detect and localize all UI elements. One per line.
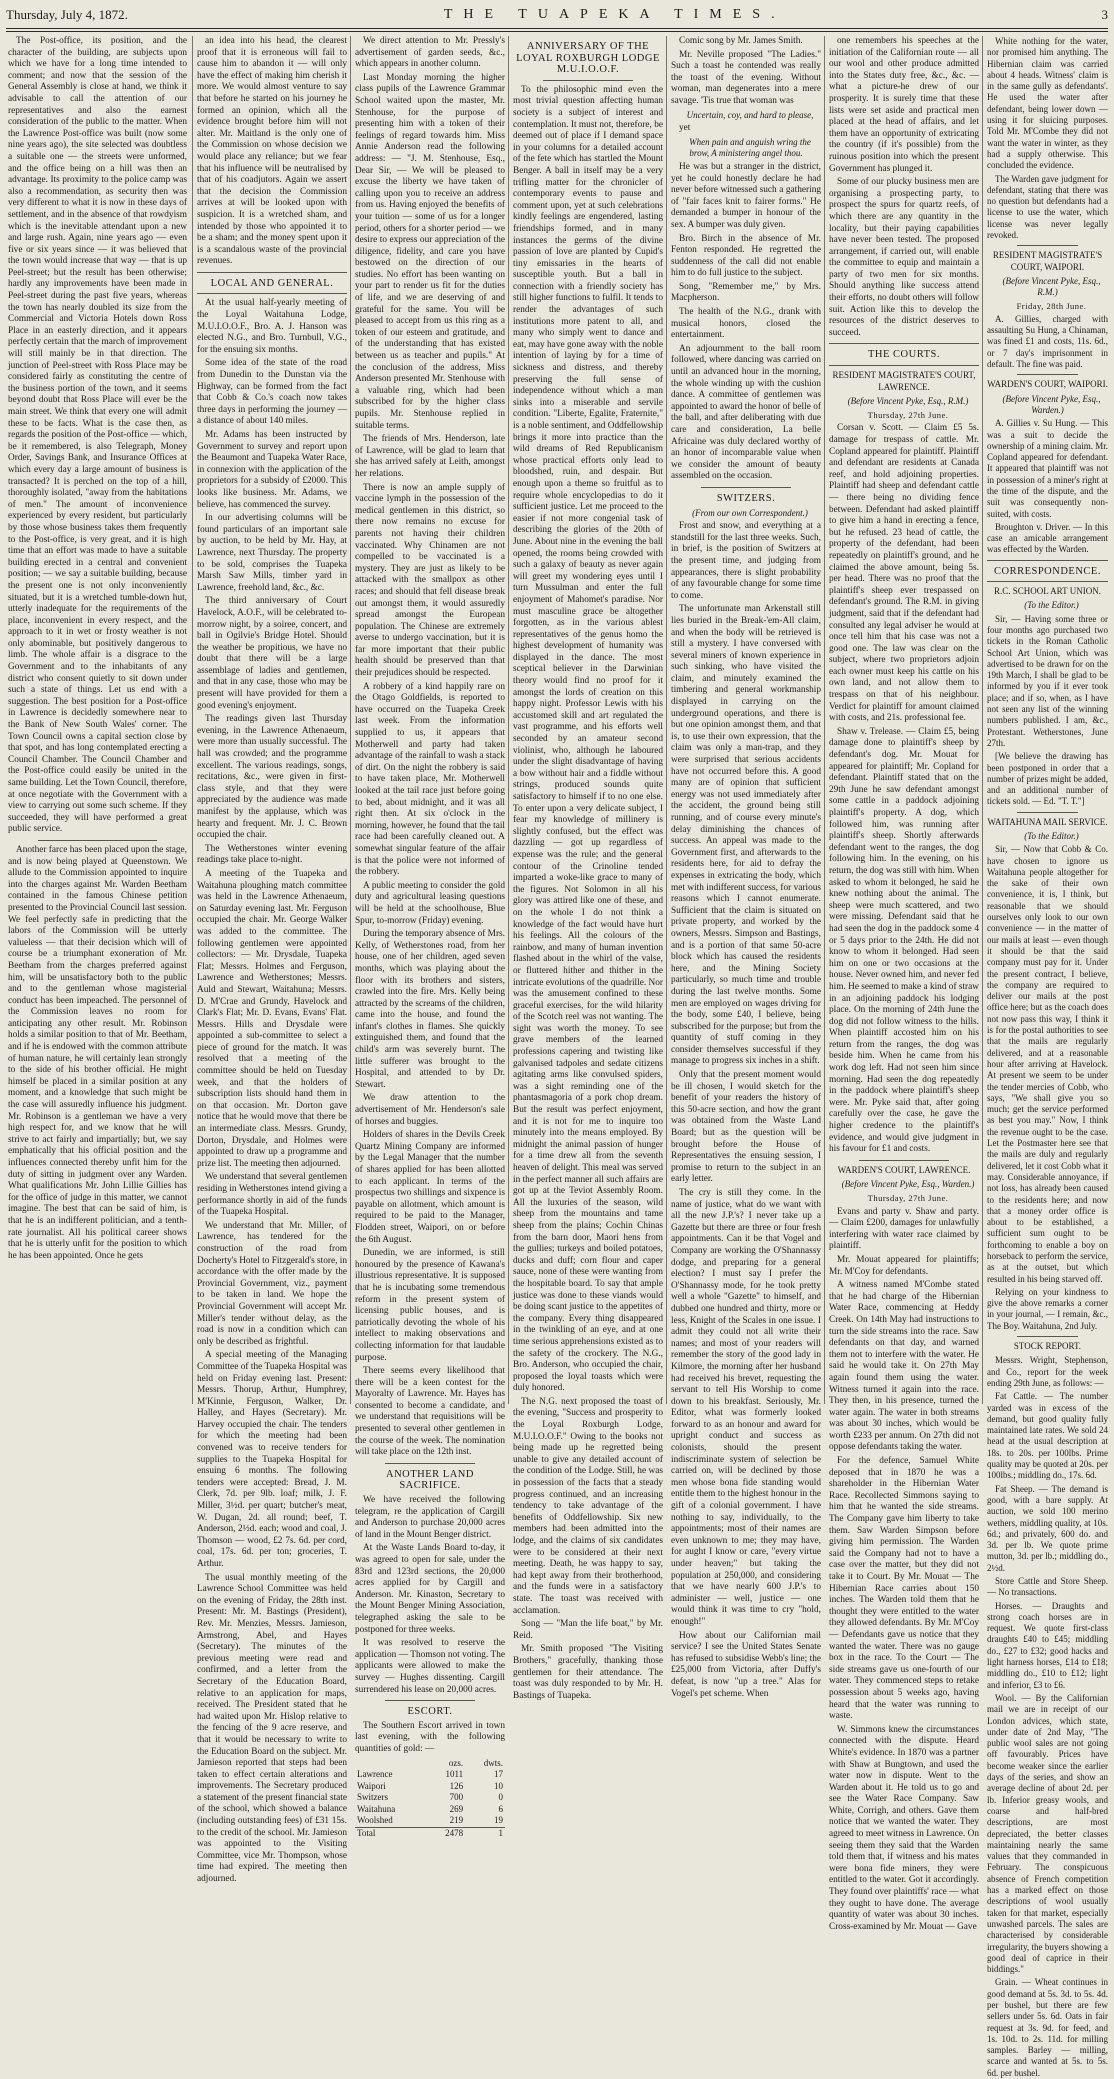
editorial-post-office: The Post-office, its position, and the character of the building, are subjects upon which we have for a long time intended to comment; and now that the session of the General Assembly is close at hand, we think it advisable to call the attention of our representatives and also the earnest consideration of the public to the matter. When the Lawrence Post-office was built (now some nine years ago), the site selected was doubtless a suitable one — the streets were unformed, and the office being on a hill was then an advantage. Its proximity to the police camp was also a recommendation, as security then was very different to what it is now in these days of settlement, and in the absence of that rowdyism which is the inevitable attendant upon a new and large rush. Again, nine years ago — even five or six years since — it was believed that the town would increase that way — that is up Peel-street; but the result has been otherwise; hardly any improvements have been made in Peel-street during the past five years, whereas the town has nearly doubled its size from the Commercial and Victoria Hotels down Ross Place in an easterly direction, and it appears perfectly certain that the march of improvement will still mainly be in that direction. The junction of Peel-street with Ross Place may be considered fairly as constituting the centre of the business portion of the town, and it seems beyond doubt that Ross Place will ever be the main street. We think that every one will admit these to be facts. What is the case then, as regards the position of the Post-office — which, be it remembered, is also Telegraph, Money Order, Savings Bank, and Insurance Offices at which every day a large amount of business is transacted? It is perched on the top of a hill, thoroughly isolated, "away from the habitations of men." The amount of inconvenience experienced by every resident, but particularly by those whose business takes them frequently to the Post-office, is very great, and it is high time that an effort was made to have a suitable building erected in a central and convenient position; — we say a suitable building, because the present one is not only inconveniently situated, but it is a wretched tumble-down hut, utterly inadequate for the requirements of the place, inconvenient in every respect, and the approach to it in wet or frosty weather is not only abominable, but positively dangerous to limb. The whole affair is a disgrace to the Government and to the inhabitants of any district who consent quietly to sit down under such a state of things. Let us end with a suggestion. The best position for a Post-office in Lawrence is decidedly somewhere near to the Bank of New South Wales' corner. The Town Council owns a capital section close by that spot, and has long contemplated erecting a Council Chamber. The Council Chamber and the Post-office could easily be united in the same building. Let the Town Council, therefore, at once negotiate with the Government with a view to carrying out some such scheme. If they succeeded, they will have performed a great public service. bbox=[8, 36, 188, 835]
ozs-cell: 2478 bbox=[427, 1828, 465, 1840]
news-item: The third anniversary of Court Havelock, A.O.F., will be celebrated to-morrow night, by a soiree, concert, and ball in Ogilvie's Bridge Hotel. Should the weather be propitious, we have no doubt that there will be a large assemblage of ladies and gentlemen, and that in any case, those who may be present will have provided for them a good evening's enjoyment. bbox=[197, 596, 347, 711]
article-paragraph: The unfortunate man Arkenstall still lies buried in the Break-'em-All claim, and when the body will be retrieved is still a mystery. I have conversed with several miners of known experience in such sinking, who have visited the claim, and minutely examined the timbering and general workmanship displayed in carrying on the underground operations, and there is but one opinion amongst them, and that is, to use their own expression, that the claim was only a man-trap, and they were surprised that serious accidents have not occurred before this. A good many are of opinion that sufficient energy was not used immediately after the accident, the ground being still running, and of course every minute's delay diminishing the chances of success. An appeal was made to the Government first, and afterwards to the residents here, for aid to defray the expenses in extricating the body, which met with indifferent success, for various reasons which I cannot enumerate. Sufficient that the claim is situated on private property, and worked by the owners, Messrs. Simpson and Bastings, and is a portion of that same 50-acre block which has caused the residents here, and the Mining Society particularly, so much time and trouble during the last twelve months. Some men are employed on wages driving for the body, some £40, I believe, being subscribed for the purpose; but from the quantity of stuff coming in they consider themselves successful if they manage to progress six inches in a shift. bbox=[671, 604, 821, 1067]
letter-paragraph: Relying on your kindness to give the above remarks a corner in your journal, — I remain, &c., The Boy. Waitahuna, 2nd July. bbox=[987, 1286, 1108, 1331]
place-cell: Waitahuna bbox=[357, 1803, 396, 1814]
court-case: A. Gillies v. Su Hung. — This was a suit to decide the ownership of a mining claim. Mr. Copland appeared for defendant. It appeared that plaintiff was not in possession of a miner's right at the time of the dispute, and the suit was consequently non-suited, with costs. bbox=[987, 418, 1108, 519]
news-item: A special meeting of the Managing Committee of the Tuapeka Hospital was held on Friday evening last. Present: Messrs. Thorup, Arthur, Humphrey, M'Kinnie, Ferguson, Walker, Dr. Halley, and Hayes (Secretary). Mr. Harvey occupied the chair. The tenders for which the meeting had been convened was to receive tenders for supplies to the Tuapeka Hospital for ensuing 6 months. The following tenders were accepted: Bread, J. M. Clerk, 7d. per 9lb. loaf; milk, J. F. Miller, 3½d. per quart; butcher's meat, W. Dugan, 2d. all round; beef, T. Anderson, 2½d. each; wood and coal, J. Thomson — wood, £2 7s. 6d. per cord, coal, 17s. 6d. per ton; groceries, T. Arthur. bbox=[197, 1350, 347, 1569]
court-case: Mr. Mouat appeared for plaintiffs; Mr. M'Coy for defendants. bbox=[829, 1254, 979, 1277]
court-date: Thursday, 27th June. bbox=[867, 409, 949, 420]
article-paragraph: one remembers his speeches at the initiation of the Californian route — all our wool and other produce admitted into the States duty free, &c., &c. — what a picture-he drew of our prosperity. It is surely time that these lists were set aside and practical men placed at the head of affairs, and let them have an opportunity of extricating the country (if it's possible) from the ruinous position into which the present Government has plunged it. bbox=[829, 36, 979, 174]
court-heading: WARDEN'S COURT, LAWRENCE. bbox=[837, 1164, 971, 1175]
news-item: Some idea of the state of the road from Dunedin to the Dunstan via the Highway, can be formed from the fact that Cobb & Co.'s coach now takes three days in performing the journey — a distance of about 140 miles. bbox=[197, 358, 347, 427]
news-item: Last Monday morning the higher class pupils of the Lawrence Grammar School waited upon the master, Mr. Stenhouse, for the purpose of presenting him with a token of their feelings of regard towards him. Miss Annie Anderson read the following address: — "J. M. Stenhouse, Esq., Dear Sir, — We will be pleased to excuse the liberty we have taken of calling upon you to receive an address from us. Having enjoyed the benefits of your tuition — some of us for a longer period, others for a shorter period — we desire to express our appreciation of the diligence, fidelity, and care you have bestowed on the direction of our studies. No effort has been wanting on your part to render us fit for the duties of life, and we are deserving of and grateful for the same. You will be pleased to accept from us this ring as a token of our esteem and gratitude, and of the understanding that has existed between us as teacher and pupils." At the conclusion of the address, Miss Anderson presented Mr. Stenhouse with a valuable ring, which had been subscribed for by the higher class pupils. Mr. Stenhouse replied in suitable terms. bbox=[355, 72, 505, 431]
editor-note: [We believe the drawing has been postponed in order that a number of prizes might be added, and an additional number of tickets sold. — Ed. "T. T."] bbox=[987, 751, 1108, 807]
table-row bbox=[355, 1804, 505, 1816]
article-paragraph: How about our Californian mail service? I see the United States Senate has refused to subsidise Webb's line; the £25,000 from Victoria, after Duffy's defeat, is now "up a tree." Alas for Vogel's pet scheme. When bbox=[671, 1630, 821, 1699]
column-divider bbox=[508, 36, 509, 1404]
page-number: 3 bbox=[1101, 7, 1108, 22]
news-item: Holders of shares in the Devils Creek Quartz Mining Company are informed by the Legal Manager that the number of shares applied for has been allotted to each applicant. In terms of the prospectus two shillings and sixpence is payable on allotment, which amount is required to be paid to the Manager, Flodden street, Waipori, on or before the 6th August. bbox=[355, 1130, 505, 1245]
editorial-continued: an idea into his head, the clearest proof that it is erroneous will fail to cause him to abandon it — will only have the effect of making him cherish it more. We would almost venture to say that before he started on his journey he formed an opinion, which all the evidence brought before him will not alter. Mr. Maitland is the only one of the Commission on whose decision we would place any reliance; but we fear that his influence will be neutralised by that of his coadjutors. Again we assert that the decision the Commission arrives at will be looked upon with suspicion. It is a wretched sham, and intended by those who appointed it to be a sham; and the money spent upon it is a scandalous waste of the provincial revenues. bbox=[197, 36, 347, 267]
stock-item: Fat Sheep. — The demand is good, with a bare supply. At auction, we sold 100 merino wethers, middling quality, at 10s. 6d.; and privately, 600 do. and 3d. per lb. We quote prime mutton, 3d. per lb.; middling do., 2½d. bbox=[987, 1483, 1108, 1573]
court-date: Friday, 28th June. bbox=[1016, 300, 1087, 311]
ozs-cell: 219 bbox=[449, 1815, 464, 1826]
court-case: W. Simmons knew the circumstances connected with the dispute. Heard White's evidence. In 1870 was a partner with Shaw at Bungtown, and used the water now in dispute. Went to the Warden about it. He told us to go and see the Water Race Company. Saw White, Corrigh, and others. Gave them notice that we wanted the water. They agreed to meet witness in Lawrence. On seeing them they said that the Warden told them that, if witness and his mates were bona fide miners, they were entitled to the water. Got it accordingly. They found over plaintiffs' race — what they ought to have done. The average quantity of water was about 30 inches. Cross-examined by Mr. Mouat — Gave bbox=[829, 1724, 979, 1932]
ozs-cell: 126 bbox=[449, 1780, 464, 1791]
article-paragraph: To the philosophic mind even the most trivial question affecting human society is a subject of interest and contemplation. It must not, therefore, be deemed out of place if I demand space in your columns for a detailed account of the fete which has startled the Mount Benger. A ball in itself may be a very trifling matter for the chronicler of contemporary events to pause and comment upon, yet at such celebrations kindly feelings are engendered, lasting friendships formed, and in many instances the germs of the divine passion of love are planted by Cupid's tiny emissaries in the hearts of susceptible youth. But a ball in connection with a friendly society has still higher functions to fulfil. It tends to render the advantages of such institutions more patent to all, and many who simply went to dance and eat, may have gone away with the noble intention of laying by for a time of sickness and distress, and thereby preserving the full sense of independence without which a man sinks into a miserable and servile condition. "Liberte, Egalite, Fraternite," is a noble sentiment, and Oddfellowship brings it more into practice than the wild dreams of Red Republicanism whose practical efforts only lead to bloodshed, ruin, and despair. But enough upon a theme so fruitful as to require whole encyclopedias to do it sufficient justice. Let me proceed to the easier if not more congenial task of describing the glories of the 20th of June. About nine in the evening the ball opened, the rooms being crowded with such a galaxy of beauty as never again will greet my wondering eyes until I turn Mussulman and enter the full enjoyment of Mahomet's paradise. Nor must masculine grace be altogether forgotten, as in the various ablest representatives of the genus homo the highest development of humanity was displayed in the dance. The most sceptical believer in the Darwinian theory would find no proof for it amongst the lords of creation on this happy night. Professor Lewis with his accustomed skill and art regulated the vast programme, and his efforts well seconded by an amateur second violinist, who, although he laboured under the slight disadvantage of having a bow without hair and a fiddle without strings, produced sounds quite satisfactory to himself if to no one else. To enter upon a very delicate subject, I fear my knowledge of millinery is slightly confused, but the effect was dazzling — got up regardless of expense was the rule; and the general contour of the Crinoline tended imparted a woke-like grace to many of the figures. Not Solomon in all his glory was attired like one of these, and on the whole I do not think a knowledge of the fact would have hurt his feelings. All the colours of the rainbow, and many of human invention flashed about in the whirl of the valse, or fluttered hither and thither in the intricate evolutions of the quadrille. Nor was the amusement confined to these graceful exercises, for the wild hilarity of the Scotch reel was not wanting. The sight was worth the money. To see grave members of the learned professions capering and twisting like galvanised tadpoles and sedate citizens agitating arms like convulsed spiders, was a sight reminding one of the phantasmagoria of a pork chop dream. But the result was perfect enjoyment, and it is not for me to inquire too minutely into the means employed. By midnight the animal passion of hunger for a time drew all from the seventh heaven of delight. This meal was served in the perfect manner all such affairs are got up at the Teviot Assembly Room. All the luxuries of the season, wild sheep from the mountains and tame sheep from the plains; Cochin Chinas from the barn door, Maori hens from the gullies; turkeys and boiled potatoes, ducks and duff; corn flour and caper sauce, none of these were wanting from the hospitable board. To say that ample justice was done to these viands would be doing scant justice to the appetites of the company. Every thing disappeared in the twinkling of an eye, and at one time serious apprehensions existed as to the safety of the crockery. The N.G., Bro. Anderson, who occupied the chair, proposed the loyal toasts which were duly honored. bbox=[513, 84, 663, 1394]
place-cell: Lawrence bbox=[357, 1769, 393, 1780]
correspondent-note: (From our own Correspondent.) bbox=[692, 507, 808, 518]
place-cell: Woolshed bbox=[357, 1815, 393, 1826]
article-paragraph: The cry is still they come. In the name of justice, what do we want with all the new J.P.'s? I never take up a Gazette but there are three or four fresh appointments. Can it be that Vogel and Company are working the O'Shannassy dodge, and preparing for a general election? I must say I prefer the O'Shannassy mode, for he took pretty well a whole "Gazette" to himself, and dubbed one hundred and thirty, more or less, Knight of the Scales in one issue. I admit they could not all write their names; and most of your readers will remember the story of the good lady in Kilmore, the morning after her husband had received his brevet, requesting the servant to tell His Worship to come down to his breakfast. Seriously, Mr. Editor, what was formerly looked forward to as an honour and award for upright conduct and success as colonists, should the present indiscriminate system of selection be carried on, will be declined by those men whose bona fide standing would entitle them to the highest honour in the gift of a colonial government. I have nothing to say, individually, to the appointments; most of their names are even unknown to me; they may have, for aught I know or care, "every virtue under heaven;" but taking the population at 250,000, and considering that we have nearly 600 J.P.'s to administer — well, justice — one would think it was time to cry "hold, enough!" bbox=[671, 1188, 821, 1627]
dwts-cell: 17 bbox=[494, 1769, 503, 1780]
article-paragraph: Frost and snow, and everything at a standstill for the last three weeks. Such, in brief, is the position of Switzers at the present time, and judging from appearances, there is slight probability of any favourable change for some time to come. bbox=[671, 521, 821, 601]
news-item: The Wetherstones winter evening readings take place to-night. bbox=[197, 843, 347, 866]
stock-item: Messrs. Wright, Stephenson, and Co., report for the week ending 29th June, as follows: — bbox=[987, 1355, 1108, 1388]
news-item: A public meeting to consider the gold duty and agricultural leasing questions will be held at the schoolhouse, Blue Spur, to-morrow (Friday) evening. bbox=[355, 880, 505, 926]
news-item: The friends of Mrs. Henderson, late of Lawrence, will be glad to learn that she has arrived safely at Leith, amongst her relations. bbox=[355, 434, 505, 479]
dwts-cell: 10 bbox=[494, 1780, 503, 1791]
court-heading: RESIDENT MAGISTRATE'S COURT, LAWRENCE. bbox=[832, 370, 976, 392]
ozs-cell: 269 bbox=[449, 1803, 464, 1814]
poem-line: When pain and anguish wring the brow, A ministering angel thou. bbox=[689, 136, 811, 159]
court-presiding: (Before Vincent Pyke, Esq., R.M.) bbox=[847, 396, 969, 407]
news-item: The readings given last Thursday evening, in the Lawrence Athenaeum, were more than usually successful. The hall was crowded; and the programme excellent. The various readings, songs, recitations, &c., were given in first-class style, and that they were appreciated by the audience was made manifest by the applause, which was hearty and frequent. Mr. J. C. Brown occupied the chair. bbox=[197, 714, 347, 841]
news-item: The usual monthly meeting of the Lawrence School Committee was held on the evening of Friday, the 28th inst. Present: Mr. M. Bastings (President), Rev. Mr. Menzies, Messrs. Jamieson, Armstrong, Abel, and Hayes (Secretary). The minutes of the previous meeting were read and confirmed, and a letter from the Secretary of the Education Board, relative to an application for maps, received. The President stated that he had waited upon Mr. Hislop relative to the fencing of the 9 acre reserve, and that it would be necessary to write to the Education Board on the subject. Mr. Jamieson reported that steps had been taken to effect certain alterations and improvements. The Secretary produced a statement of the present financial state of the school, which showed a balance (including outstanding fees) of £31 15s. to the credit of the school. Mr. Jamieson was appointed to the Visiting Committee, vice Mr. Thompson, whose time had expired. The meeting then adjourned. bbox=[197, 1572, 347, 1885]
editorial-commission: Another farce has been placed upon the stage, and is now being played at Queenstown. We allude to the Commission appointed to inquire into the charges against Mr. Warden Beetham contained in the famous Chinese petition presented to the Provincial Council last session. We feel perfectly safe in predicting that the labors of the Commission will be utterly valueless — that their decision which will of course be a triumphant exoneration of Mr. Beetham from the charges preferred against him, will be unsatisfactory both to the public and to the gentleman whose magisterial conduct has been impeached. The personnel of the Commission leaves no room for anticipating any other result. Mr. Robinson holds a similar position to that of Mr. Beetham, and if he is endowed with the common attribute of human nature, he will certainly lean strongly to the side of his brother official. He might himself be placed in a similar position at any moment, and a knowledge that such might be the case will assuredly influence his judgment. Mr. Robinson is a gentleman we have a very high respect for, and we know that he will strive to act fairly and impartially; but, we say emphatically that his official position and the influences connected thereby unfit him for the duty of sitting in judgment over any Warden. What qualifications Mr. John Lillie Gillies has for the office of judge in this matter, we cannot imagine. The best that can be said of him, is that he is an indifferent politician, and a tenth-rate journalist. All his political career shows that he is utterly unfit for the position to which he has been appointed. Once he gets bbox=[8, 844, 187, 1261]
article-paragraph: Some of our plucky business men are organising a prospecting party, to prospect the spurs for quartz reefs, of which there are any quantity in the locality, but their paying capabilities have never been tested. The proposed arrangement, if carried out, will enable the committee to equip and maintain a party of two men for six months. Should anything like success attend their efforts, no doubt others will follow suit. Action like this to develop the resources of the district deserves to succeed. bbox=[829, 177, 979, 338]
letter-address: (To the Editor.) bbox=[1024, 600, 1079, 611]
news-item: Dunedin, we are informed, is still honoured by the presence of Kawana's illustrious representative. It is supposed that he is incubating some tremendous reform in the present system of licensing public houses, and is patriotically devoting the whole of his intellect to making observations and collecting information for that laudable purpose. bbox=[355, 1248, 505, 1363]
table-row bbox=[355, 1792, 505, 1804]
news-item: At the usual half-yearly meeting of the Loyal Waitahuna Lodge, M.U.I.O.O.F., Bro. A. J. Hanson was elected N.G., and Bro. Turnbull, V.G., for the ensuing six months. bbox=[197, 298, 347, 355]
dwts-cell: 0 bbox=[498, 1792, 503, 1803]
article-paragraph: An adjournment to the ball room followed, where dancing was carried on until an advanced hour in the morning, the whole winding up with the cushion dance. A committee of gentlemen was appointed to award the honor of belle of the ball, and after deliberating with due care and consideration, La belle Africaine was duly declared worthy of an honor of incomparable value when we consider the amount of beauty assembled on the occasion. bbox=[671, 343, 821, 482]
stock-item: Grain. — Wheat continues in good demand at 5s. 3d. to 5s. 4d. per bushel, but there are few sellers under 5s. 6d. Oats in fair request at 3s. 9d. for feed, and 1s. 10d. to 2s. 11d. for milling samples. Barley — milling, scarce and wanted at 5s. to 5s. 6d. per bushel. bbox=[987, 1977, 1108, 2078]
court-case: A. Gillies, charged with assaulting Su Hung, a Chinaman, was fined £1 and costs, 11s. 6d., or 7 day's imprisonment in default. The fine was paid. bbox=[987, 313, 1108, 370]
letter-paragraph: Sir, — Having some three or four months ago purchased two tickets in the Roman Catholic School Art Union, which was advertised to be drawn for on the 19th March, I shall be glad to be informed by you if it ever took place; and if so, when, as I have not seen any list of the winning numbers published. I am, &c., Protestant. Wetherstones, June 27th. bbox=[987, 613, 1108, 748]
news-item: A robbery of a kind happily rare on the Otago Goldfields, is reported to have occurred on the Tuapeka Creek last week. From the information supplied to us, it appears that Motherwell and party had taken advantage of the rainfall to wash a stack of dirt. On the night the robbery is said to have taken place, Mr. Motherwell looked at the tail race just before going to bed, about midnight, and it was all right then. At six o'clock in the morning, however, he found that the tail race had been carefully cleaned out. A somewhat singular feature of the affair is that the police were not informed of the robbery. bbox=[355, 681, 505, 878]
ozs-cell: 1011 bbox=[445, 1769, 464, 1780]
column-6 bbox=[829, 36, 979, 1932]
article-paragraph: He was but a stranger in the district, yet he could honestly declare he had never before witnessed such a gathering of "fair faces knit to fairer forms." He demanded a bumper in honour of the sex. A bumper was duly given. bbox=[671, 161, 821, 230]
court-case: A witness named M'Combe stated that he had charge of the Hibernian Water Race, commencing at Heddy Creek. On 14th May had instructions to turn the side streams into the race. Saw defendants on that day, and warned them not to interfere with the water. He said he would take it. On 27th May again found them using the water. Witness turned it again into the race. They then, in his presence, turned the water again. The water in both streams was about 30 inches, which would be worth £233 per annum. On 27th did not oppose defendants taking the water. bbox=[829, 1280, 979, 1453]
dwts-cell: 19 bbox=[494, 1815, 503, 1826]
switzers-heading: SWITZERS. bbox=[716, 492, 776, 504]
article-paragraph: Song — "Man the life boat," by Mr. Reid. bbox=[513, 1619, 663, 1641]
ozs-cell: 700 bbox=[449, 1792, 464, 1803]
news-item: There is now an ample supply of vaccine lymph in the possession of the medical gentlemen in this district, so there now remains no excuse for parents not having their children vaccinated. Why Chinamen are not compelled to be vaccinated is a mystery. They are just as likely to be attacked with the smallpox as other races; and should that fell disease break out amongst them, it would assuredly spread amongst the European population. The Chinese are extremely averse to undergo vaccination, but it is far more important that their public health should be preserved than that their prejudices should be respected. bbox=[355, 482, 505, 679]
table-row bbox=[355, 1769, 505, 1781]
column-1 bbox=[8, 36, 187, 1404]
news-item: We direct attention to Mr. Pressly's advertisement of garden seeds, &c., which appears in another column. bbox=[355, 36, 505, 70]
article-paragraph: yet bbox=[679, 123, 691, 134]
article-paragraph: Mr. Smith proposed "The Visiting Brothers," gracefully, thanking those gentlemen for their attendance. The toast was duly responded to by Mr. H. Bastings of Tuapeka. bbox=[513, 1644, 663, 1701]
local-general-heading: LOCAL AND GENERAL. bbox=[210, 277, 334, 289]
news-item: We understand that several gentlemen residing in Wetherstones intend giving a performance shortly in aid of the funds of the Tuapeka Hospital. bbox=[197, 1172, 347, 1218]
escort-intro: The Southern Escort arrived in town last evening, with the following quantities of gold: — bbox=[355, 1720, 505, 1754]
issue-date: Thursday, July 4, 1872. bbox=[6, 7, 128, 22]
table-header-row bbox=[355, 1758, 505, 1770]
article-paragraph: We have received the following telegram, re the application of Cargill and Anderson to purchase 20,000 acres of land in the Mount Benger district. bbox=[355, 1495, 505, 1540]
stock-item: Store Cattle and Store Sheep. — No transactions. bbox=[987, 1576, 1108, 1598]
court-heading: RESIDENT MAGISTRATE'S COURT, WAIPORI. bbox=[992, 250, 1103, 272]
column-divider bbox=[982, 36, 983, 1404]
dwts-cell: 1 bbox=[465, 1828, 505, 1840]
courts-heading: THE COURTS. bbox=[868, 349, 940, 361]
article-paragraph: Song, "Remember me," by Mrs. Macpherson. bbox=[671, 281, 821, 304]
court-heading: WARDEN'S COURT, WAIPORI. bbox=[987, 379, 1108, 390]
column-header: dwts. bbox=[483, 1757, 503, 1768]
table-row bbox=[355, 1781, 505, 1793]
column-7 bbox=[987, 36, 1108, 2078]
article-paragraph: The health of the N.G., drank with musical honors, closed the entertainment. bbox=[671, 307, 821, 341]
place-cell: Switzers bbox=[357, 1792, 388, 1803]
court-case: White nothing for the water, nor promised him anything. The Hibernian claim was carried about 4 heads. Witness' claim is in the same gully as defendants'. He used the water after defendant, being lower down — using it for sluicing purposes. Told Mr. M'Combe they did not want the water in winter, as they had a supply otherwise. This concluded the evidence. bbox=[987, 36, 1108, 171]
news-item: There seems every likelihood that there will be a keen contest for the Mayoralty of Lawrence. Mr. Hayes has consented to become a candidate, and we understand that requisitions will be presented to several other gentlemen in the course of the week. The nomination will take place on the 12th inst. bbox=[355, 1366, 505, 1458]
letter-paragraph: Sir, — Now that Cobb & Co. have chosen to ignore us Waitahuna people altogether for the sake of their own convenience, it is, I think, but reasonable that we should ourselves only look to our own convenience — in the matter of our mails at least — even though it should be that the said company must pay for it. Under the present contract, I believe, the company are required to deliver our mails at the post office here; but as the coach does not now pass this way, I think it is for the postal authorities to see that the mails are regularly delivered, and at a reasonable hour after arriving at Havelock. At present we seem to be under the tender mercies of Cobb, who says, "We shall give you so much; get the service performed as best you may." Now, I think the revenue ought to be the case. Let the Postmaster here see that the mails are duly and regularly delivered, let it cost Cobb what it may. Considerable annoyance, if not loss, has already been caused to the residents here; and now that a money order office is about to be established, a sufficient sum ought to be forthcoming to enable a boy on horseback to perform the service, as at the outset, but which resulted in his being starved off. bbox=[987, 844, 1108, 1284]
column-divider bbox=[824, 36, 825, 1404]
column-4 bbox=[513, 36, 663, 1701]
court-case: Broughton v. Driver. — In this case an amicable arrangement was effected by the Warden. bbox=[987, 521, 1108, 555]
correspondence-heading: CORRESPONDENCE. bbox=[994, 565, 1101, 577]
court-presiding: (Before Vincent Pyke, Esq., R.M.) bbox=[1002, 275, 1101, 298]
stock-item: Horses. — Draughts and strong coach horses are in request. We quote first-class draughts £40 to £45; middling do., £27 to £32; good hacks and light harness horses, £14 to £18; middling do., £10 to £12; light and inferior, £3 to £6. bbox=[987, 1600, 1108, 1690]
masthead bbox=[6, 4, 1108, 26]
article-paragraph: Comic song by Mr. James Smith. bbox=[679, 36, 803, 46]
escort-heading: ESCORT. bbox=[407, 1706, 453, 1718]
court-date: Thursday, 27th June. bbox=[867, 1193, 949, 1203]
court-case: The Warden gave judgment for defendant, stating that there was no question but defendants had a license to use the water, which license was never legally revoked. bbox=[987, 173, 1108, 241]
article-paragraph: At the Waste Lands Board to-day, it was agreed to open for sale, under the 83rd and 123rd sections, the 20,000 acres applied for by Cargill and Anderson. Mr. Kinaston, Secretary to the Mount Benger Mining Association, telegraphed asking the sale to be postponed for three weeks. bbox=[355, 1543, 505, 1635]
place-cell: Total bbox=[355, 1828, 427, 1840]
column-header: ozs. bbox=[448, 1757, 464, 1768]
news-item: We draw attention to the advertisement of Mr. Henderson's sale of horses and buggies. bbox=[355, 1093, 505, 1127]
court-case: Evans and party v. Shaw and party. — Claim £200, damages for unlawfully interfering with water race claimed by plaintiff. bbox=[829, 1206, 979, 1252]
column-divider bbox=[350, 36, 351, 1404]
court-presiding: (Before Vincent Pyke, Esq., Warden.) bbox=[841, 1179, 975, 1190]
masthead-rule bbox=[6, 31, 1108, 32]
column-2 bbox=[197, 36, 348, 1885]
article-paragraph: The N.G. next proposed the toast of the evening, "Success and prosperity to the Loyal Roxburgh Lodge, M.U.I.O.O.F." Owing to the books not being made up he regretted being unable to give any detailed account of the condition of the Lodge. Still, he was in possession of the facts that a steady progress continued, and an increasing tendency to take advantage of the benefits of Oddfellowship. Six new members had been admitted into the lodge, and the claims of six candidates were to be considered at their next meeting. Death, he was happy to say, had kept away from their brotherhood, and the funds were in a satisfactory state. The toast was received with acclamation. bbox=[513, 1396, 663, 1616]
table-total-row bbox=[355, 1828, 505, 1840]
court-case: Corsan v. Scott. — Claim £5 5s. damage for trespass of cattle. Mr. Copland appeared for plaintiff. Plaintiff and defendant are residents at Canada reef, and hold adjoining properties. Plaintiff had sheep and defendant cattle — there being no dividing fence between. Defendant had asked plaintiff to give him a hand in erecting a fence, but he refused. 23 head of cattle, the property of the defendant, had been repeatedly on plaintiff's ground, and he claimed the above amount, being 5s. per head. There was no proof that the plaintiff's sheep ever trespassed on defendant's ground. The R.M. in giving judgment, said that if the defendant had consulted any legal adviser he would at once tell him that his case was not a good one. The law was clear on the subject, where two proprietors adjoin each owner must keep his cattle on his own land, and not allow them to trespass on that of his neighbour. Verdict for plaintiff for amount claimed with costs, and 21s. professional fee. bbox=[829, 423, 979, 724]
column-divider bbox=[666, 36, 667, 1404]
court-presiding: (Before Vincent Pyke, Esq., Warden.) bbox=[1002, 393, 1101, 415]
column-3 bbox=[355, 36, 505, 1839]
court-case: For the defence, Samuel White deposed that in 1870 he was a shareholder in the Hibernian Water Race. Recollected Simmons saying to him that he wanted the side streams. The Company gave him liberty to take them. Saw Warden Simpson before giving him permission. The Warden said the Company had not to have a case over the matter, but they did not take it to Court. By Mr. Mouat — The Hibernian Race carries about 150 inches. The Warden told them that he thought they were entitled to the water they allowed defendants. By Mr. M'Coy — Defendants gave us notice that they wanted the water. There was no gauge box in the race. To the Court — The side streams gave us one-fourth of our water. They commenced steps to retake possession about 5 weeks ago, having heard that the water was running to waste. bbox=[829, 1456, 979, 1722]
news-item: A meeting of the Tuapeka and Waitahuna ploughing match committee was held in the Lawrence Athenaeum, on Saturday evening last. Mr. Ferguson occupied the chair. Mr. George Walker was added to the committee. The following gentlemen were appointed collectors: — Mr. Drysdale, Tuapeka Flat; Messrs. Holmes and Ferguson, Lawrence and Wetherstones; Messrs. Auld and Stewart, Waitahuna; Messrs. D. M'Crae and Grundy, Havelock and Clark's Flat; Mr. D. Evans, Evans' Flat. Messrs. Hills and Drysdale were appointed a sub-committee to select a piece of ground for the match. It was resolved that a meeting of the committee should be held on Tuesday week, and that the holders of subscription lists should hand them in on that occasion. Mr. Dorton gave notice that he would move that there be an intermediate class. Messrs. Grundy, Dorton, Drysdale, and Holmes were appointed to draw up a programme and prize list. The meeting then adjourned. bbox=[197, 868, 347, 1169]
article-paragraph: Mr. Neville proposed "The Ladies." Such a toast he contended was really the toast of the evening. Without woman, man degenerates into a mere savage. 'Tis true that woman was bbox=[671, 49, 821, 106]
column-divider bbox=[192, 36, 193, 1404]
news-item: During the temporary absence of Mrs. Kelly, of Wetherstones road, from her house, one of her children, aged seven months, which was playing about the floor with its brothers and sisters, crawled into the fire. Mrs. Kelly being attracted by the screams of the children, came into the house, and found the infant's clothes in flames. She quickly extinguished them, and found that the child's arm was severely burnt. The little sufferer was brought to the Hospital, and attended to by Dr. Stewart. bbox=[355, 929, 505, 1090]
court-case: Shaw v. Trelease. — Claim £5, being damage done to plaintiff's sheep by defendant's dog. Mr. Mouat for appeared for plaintiff; Mr. Copland for defendant. Plaintiff stated that on the 29th June he saw defendant amongst some cattle in a paddock adjoining plaintiff's property. A dog, which followed him, was running after plaintiff's sheep. Shortly afterwards defendant went to the ranges, the dog following him. In the evening, on his return, the dog was still with him. When asked to whom it belonged, he said he knew nothing about the animal. The sheep were much scattered, and two were missing. Defendant said that he had seen the dog in the paddock some 4 or 5 days prior to the 24th. He did not know to whom it belonged. Had seen him on one or two occasions at the house. Never owned him, and never fed him. He seemed to make a kind of straw in an adjoining paddock his lodging place. On the morning of 24th June the dog did not follow witness to the hills. When plaintiff accosted him on his return from the ranges, the dog was beside him. When he came from his work dog left. Had not seen him since morning. Had seen the dog repeatedly in the paddock where plaintiff's sheep were. Mr. Pyke said that, after going carefully over the case, he gave the higher credence to the plaintiff's evidence, and would give judgment in his favour for £1 and costs. bbox=[829, 726, 979, 1155]
dwts-cell: 6 bbox=[498, 1803, 503, 1814]
article-paragraph: It was resolved to reserve the application — Thomson not voting. The applicants were allowed to make the survey — Hughes dissenting. Cargill surrendered his lease on 20,000 acres. bbox=[355, 1638, 505, 1695]
article-paragraph: Only that the present moment would be ill chosen, I would sketch for the benefit of your readers the history of this 50-acre section, and how the grant was obtained from the Waste Land Board; but as the question will be brought before the House of Representatives the ensuing session, I promise to return to the subject in an early letter. bbox=[671, 1070, 821, 1185]
newspaper-title: THE TUAPEKA TIMES. bbox=[443, 7, 786, 22]
anniversary-heading: ANNIVERSARY OF THE LOYAL ROXBURGH LODGE M.U.I.O.O.F. bbox=[516, 41, 660, 76]
letter-heading: WAITAHUNA MAIL SERVICE. bbox=[987, 816, 1108, 827]
land-sacrifice-heading: ANOTHER LAND SACRIFICE. bbox=[386, 1468, 474, 1492]
masthead-rule bbox=[6, 28, 1108, 29]
escort-table bbox=[355, 1758, 505, 1840]
stock-item: Fat Cattle. — The number yarded was in excess of the demand, but good quality fully maintained late rates. We sold 24 head at the usual description at 18s. to 20s. per 100lbs. Prime quality may be quoted at 20s. per 100lbs.; middling do., 17s. 6d. bbox=[987, 1391, 1108, 1481]
poem-line: Uncertain, coy, and hard to please, bbox=[686, 109, 814, 120]
stock-report-heading: STOCK REPORT. bbox=[1013, 1341, 1082, 1352]
article-paragraph: Bro. Birch in the absence of Mr. Fenton responded. He regretted the suddenness of the call did not enable him to do full justice to the subject. bbox=[671, 233, 821, 279]
stock-item: Wool. — By the Californian mail we are in receipt of our London advices, which state, under date of 2nd May, "The public wool sales are not going off favourably. Prices have become weaker since the earlier days of the series, and show an average decline of about 2d. per lb. Inferior greasy wools, and coarse and half-bred descriptions, are most depreciated, the better classes maintaining nearly the same values that they commanded in February. The conspicuous absence of French competition has a marked effect on those descriptions of wool usually taken for that market, especially unwashed parcels. The sales are characterised by considerable irregularity, the buyers showing a good deal of caprice in their biddings." bbox=[987, 1692, 1108, 1975]
table-row bbox=[355, 1815, 505, 1827]
column-5 bbox=[671, 36, 821, 1699]
news-item: We understand that Mr. Miller, of Lawrence, has tendered for the construction of the road from Docherty's Hotel to Fitzgerald's store, in accordance with the offer made by the Provincial Government, viz., payment to be taken in land. We hope the Provincial Government will accept Mr. Miller's tender without delay, as the road is now in a condition which can only be described as frightful. bbox=[197, 1220, 348, 1347]
letter-heading: R.C. SCHOOL ART UNION. bbox=[994, 586, 1101, 597]
letter-address: (To the Editor.) bbox=[1024, 831, 1079, 841]
place-cell: Waipori bbox=[357, 1780, 386, 1791]
news-item: In our advertising columns will be found particulars of an important sale by auction, to be held by Mr. Hay, at Lawrence, next Thursday. The property to be sold, comprises the Tuapeka Marsh Saw Mills, timber yard in Lawrence, freehold land, &c., &c. bbox=[197, 513, 347, 593]
news-item: Mr. Adams has been instructed by Government to survey and report upon the Beaumont and Tuapeka Water Race, in connexion with the application of the proprietors for a subsidy of £2000. This looks like business. Mr. Adams, we believe, has commenced the survey. bbox=[197, 430, 347, 510]
